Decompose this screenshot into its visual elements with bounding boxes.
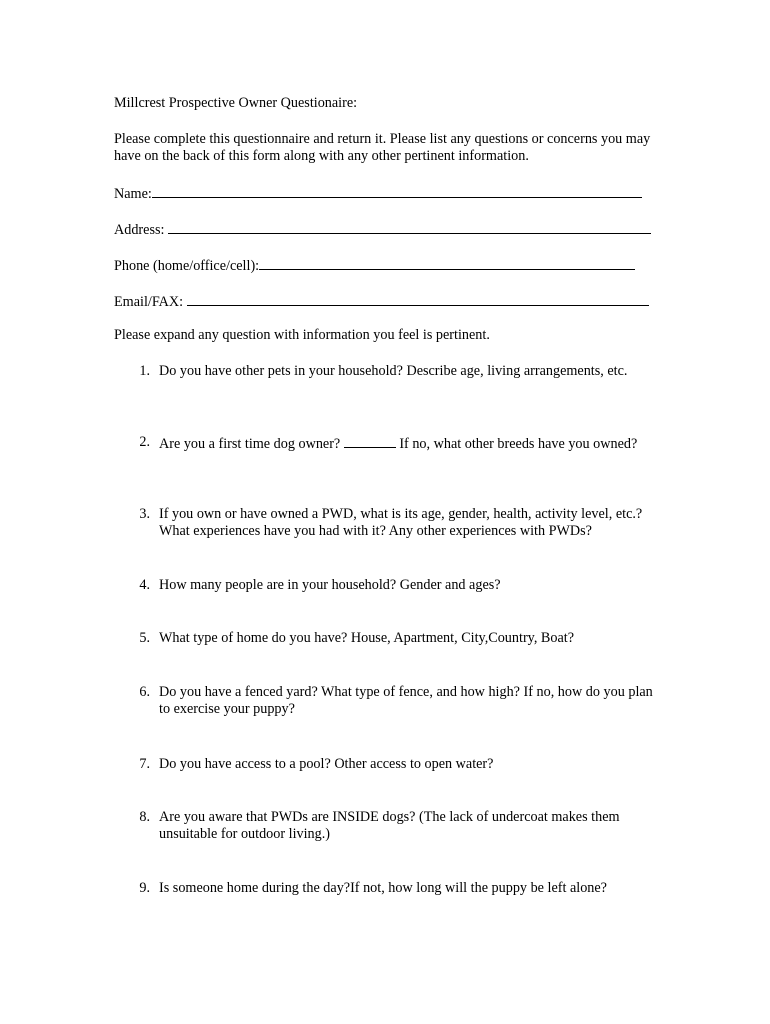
question-text-before: Are you a first time dog owner? — [159, 436, 344, 452]
question-text: Is someone home during the day?If not, how long will the puppy be left alone? — [159, 880, 607, 896]
question-text — [159, 434, 659, 453]
first-time-owner-blank[interactable] — [344, 434, 396, 448]
phone-input-line[interactable] — [259, 256, 635, 270]
question-text: What type of home do you have? House, Apartment, City,Country, Boat? — [159, 630, 575, 646]
question-number: 2. — [139, 434, 150, 450]
intro-paragraph: Please complete this questionnaire and return it. Please list any questions or concerns you may have on the back of this form along with any other pertinent information. — [114, 131, 651, 164]
question-text: Are you aware that PWDs are INSIDE dogs? (The lack of undercoat makes them unsuitable for outdoor living.) — [159, 809, 620, 842]
address-label: Address: — [114, 222, 168, 238]
expand-note: Please expand any question with information you feel is pertinent. — [114, 327, 490, 343]
email-input-line[interactable] — [187, 292, 649, 306]
question-number: 9. — [139, 880, 150, 896]
question-number: 1. — [139, 363, 150, 379]
name-field[interactable] — [114, 184, 642, 203]
question-number: 8. — [139, 809, 150, 825]
question-text: Do you have a fenced yard? What type of fence, and how high? If no, how do you plan to exercise your puppy? — [159, 684, 653, 717]
name-label: Name: — [114, 186, 152, 202]
question-text: If you own or have owned a PWD, what is its age, gender, health, activity level, etc.? What experiences have you had with it? Any other experiences with PWDs? — [159, 506, 643, 539]
question-number: 6. — [139, 684, 150, 700]
question-text-after: If no, what other breeds have you owned? — [395, 436, 638, 452]
question-text: Do you have access to a pool? Other access to open water? — [159, 756, 494, 772]
phone-field[interactable] — [114, 256, 635, 275]
phone-label: Phone (home/office/cell): — [114, 258, 260, 274]
question-number: 4. — [139, 577, 150, 593]
name-input-line[interactable] — [152, 184, 642, 198]
question-number: 3. — [139, 506, 150, 522]
page-title: Millcrest Prospective Owner Questionaire: — [114, 95, 358, 111]
email-label: Email/FAX: — [114, 294, 187, 310]
email-field[interactable] — [114, 292, 649, 311]
address-field[interactable] — [114, 220, 651, 239]
question-text: How many people are in your household? Gender and ages? — [159, 577, 501, 593]
address-input-line[interactable] — [168, 220, 651, 234]
question-text: Do you have other pets in your household? Describe age, living arrangements, etc. — [159, 363, 628, 379]
question-number: 5. — [139, 630, 150, 646]
question-number: 7. — [139, 756, 150, 772]
